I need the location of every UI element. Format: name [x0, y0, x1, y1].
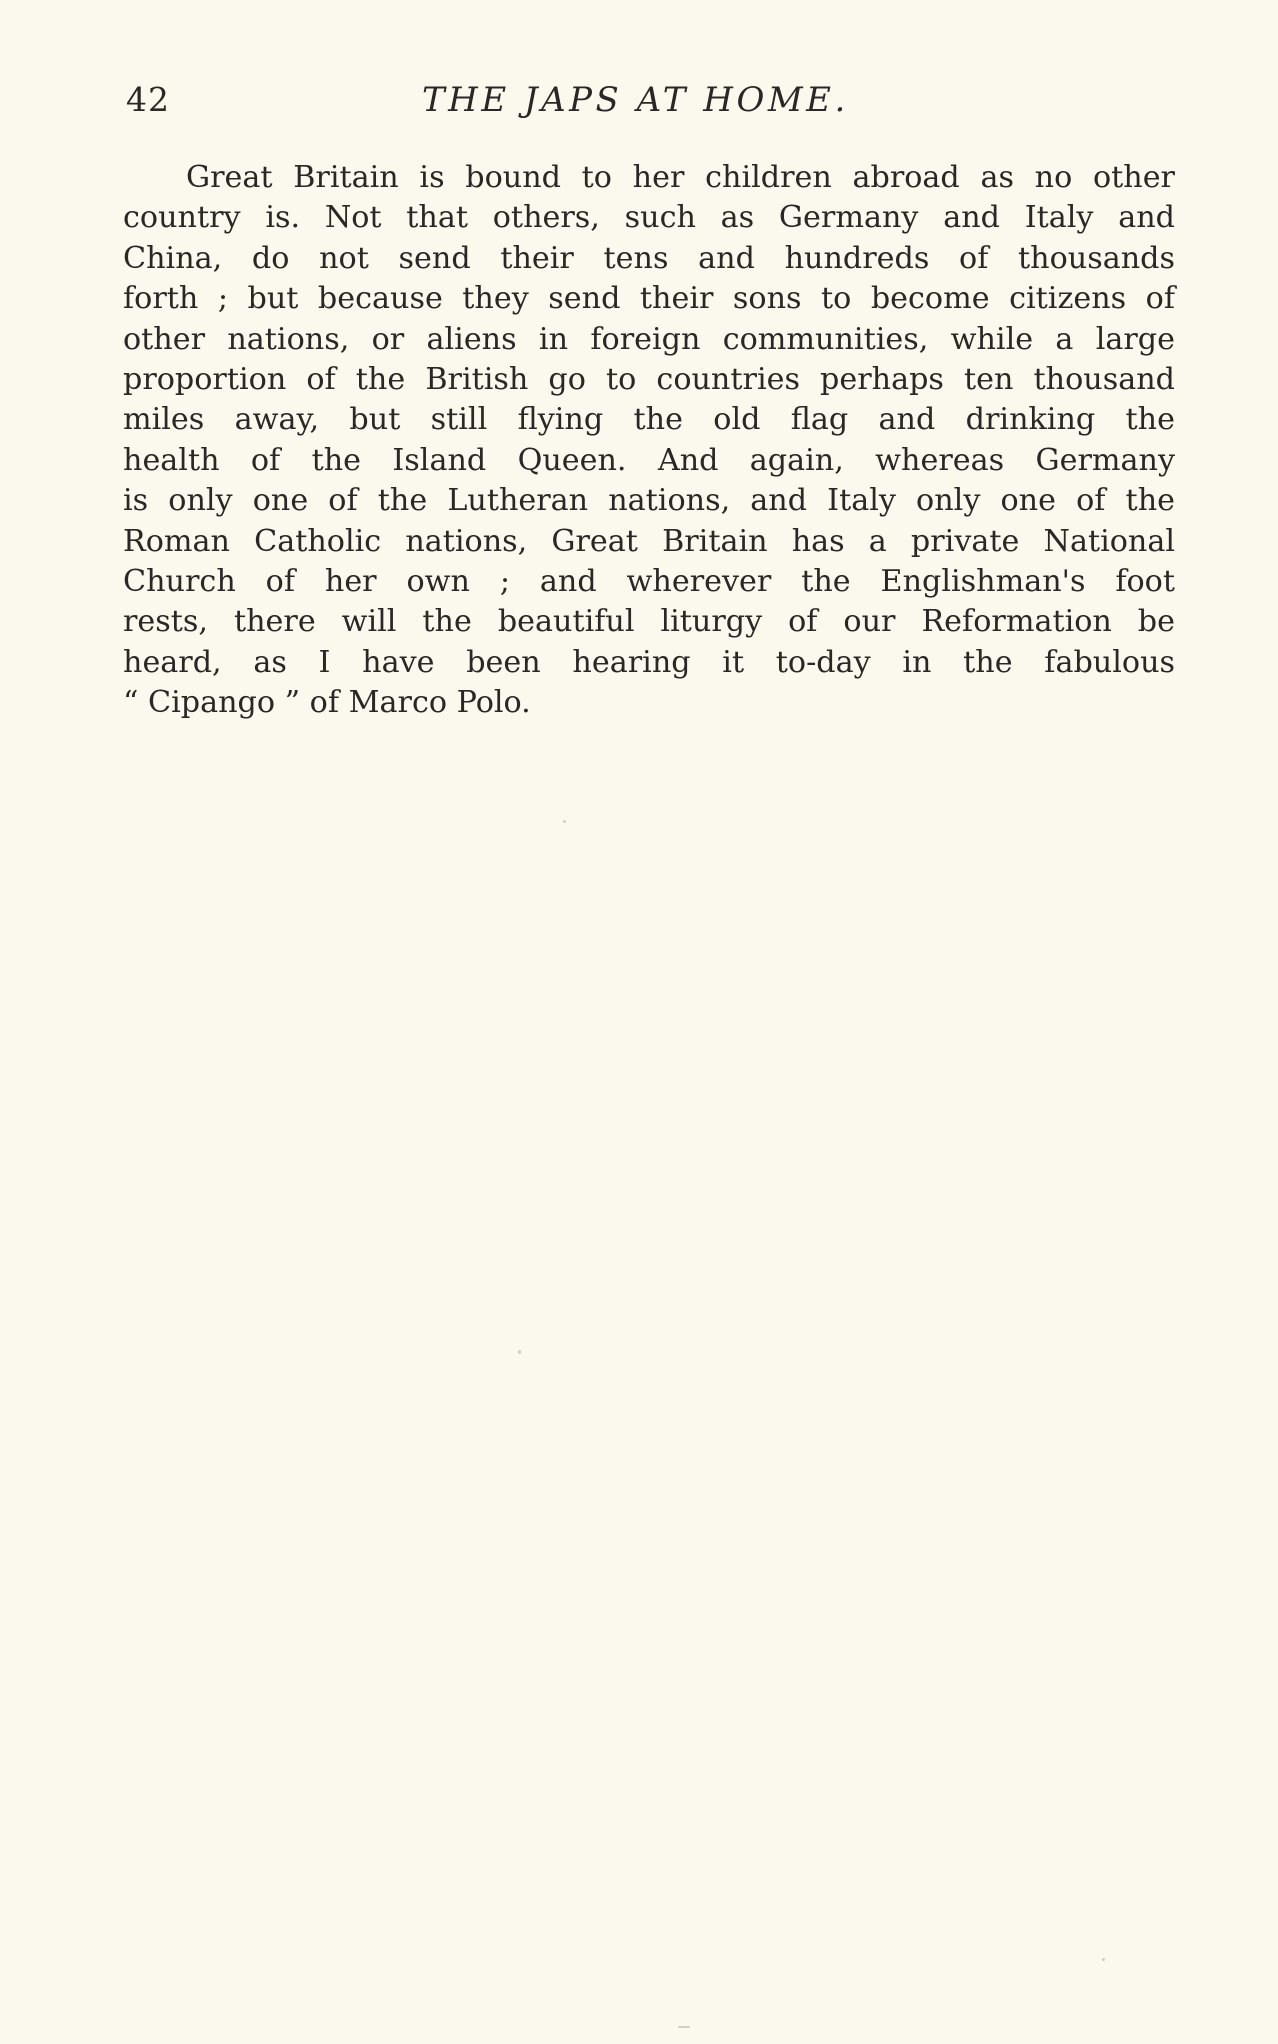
text-line: other nations, or aliens in foreign communities, while a large: [123, 321, 1175, 357]
text-line: “ Cipango ” of Marco Polo.: [123, 685, 531, 721]
text-line: is only one of the Lutheran nations, and Italy only one of the: [123, 483, 1175, 519]
text-line: proportion of the British go to countries perhaps ten thousand: [123, 361, 1175, 397]
text-line: heard, as I have been hearing it to-day in the fabulous: [123, 644, 1175, 680]
text-line: Great Britain is bound to her children abroad as no other: [186, 160, 1175, 195]
running-title: THE JAPS AT HOME.: [422, 80, 849, 120]
text-line: Church of her own ; and wherever the Englishman's foot: [123, 563, 1175, 599]
text-line: country is. Not that others, such as Germany and Italy and: [123, 200, 1175, 236]
text-line: miles away, but still flying the old flag and drinking the: [123, 402, 1175, 438]
text-line: forth ; but because they send their sons to become citizens of: [123, 281, 1175, 317]
paper-speck: [678, 2026, 690, 2028]
text-line: rests, there will the beautiful liturgy of our Reformation be: [123, 604, 1175, 640]
text-line: health of the Island Queen. And again, whereas Germany: [123, 442, 1175, 478]
paper-speck: [518, 1350, 521, 1354]
paper-speck: [1102, 1958, 1105, 1961]
page-number: 42: [126, 80, 170, 119]
paper-speck: [563, 820, 566, 823]
running-header: [122, 80, 1178, 130]
text-line: Roman Catholic nations, Great Britain has a private National: [123, 523, 1175, 559]
text-line: China, do not send their tens and hundreds of thousands: [123, 240, 1175, 276]
body-paragraph: [123, 158, 1175, 723]
